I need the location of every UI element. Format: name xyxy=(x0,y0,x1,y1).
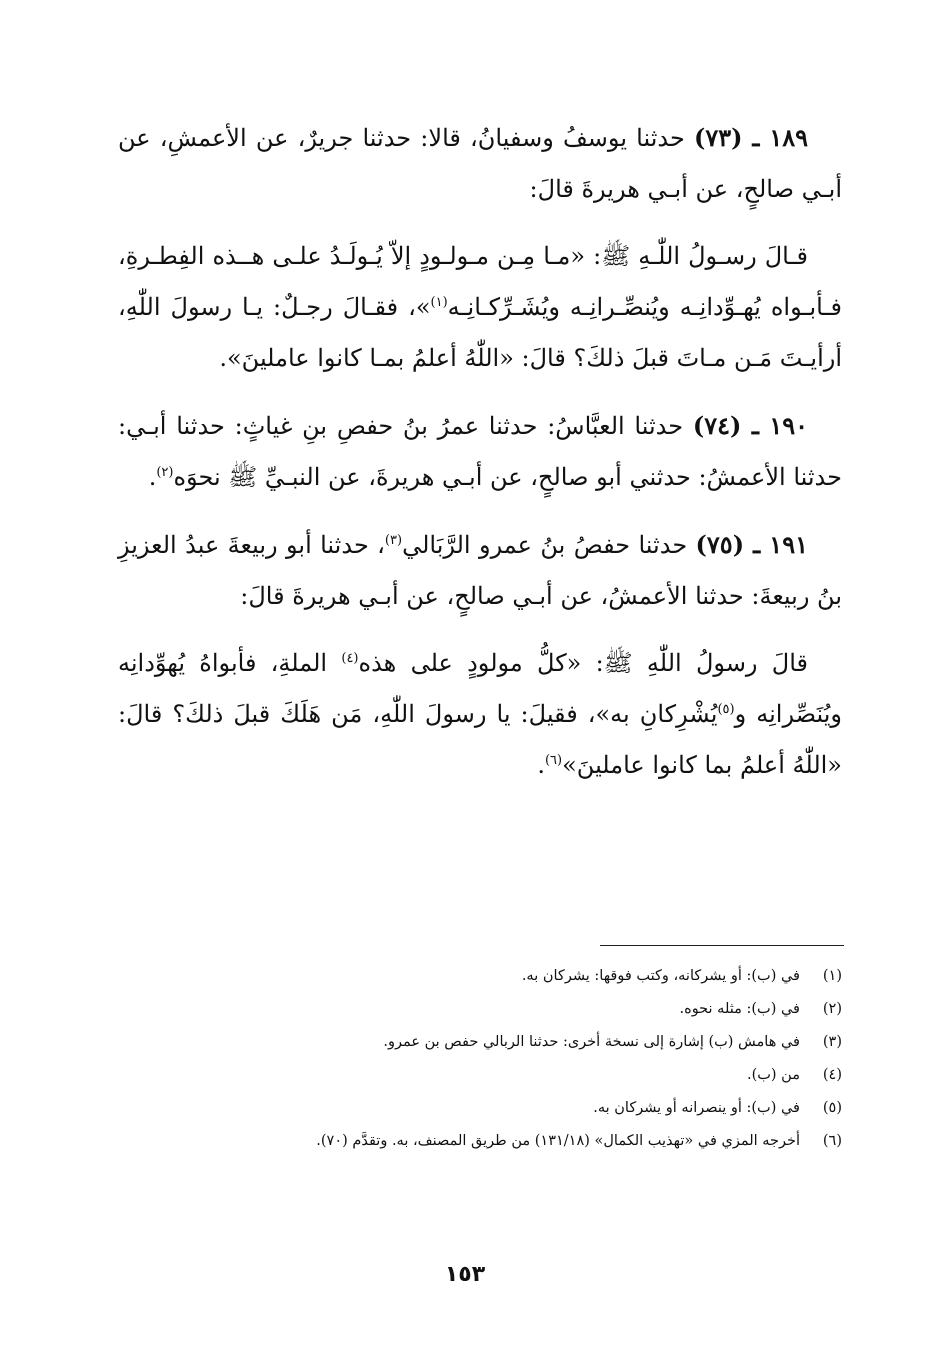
isnad-text: ، حدثنا أبو ربيعةَ عبدُ العزيزِ بنُ ربيعةَ: حدثنا الأعمشُ، عن أبـي صالحٍ، عن أبـي هريرةَ قالَ: xyxy=(118,531,842,610)
footnote-text: أخرجه المزي في «تهذيب الكمال» (١٣١/١٨) من طريق المصنف، به. وتقدَّم (٧٠). xyxy=(316,1133,800,1149)
footnote-separator xyxy=(600,945,844,946)
hadith-190 xyxy=(118,400,842,503)
footnote-marker[interactable]: (٢) xyxy=(156,465,174,480)
footnote-marker[interactable]: (١) xyxy=(430,295,448,310)
footnote-marker[interactable]: (٤) xyxy=(341,651,359,666)
footnote-number: (٤) xyxy=(822,1067,842,1083)
hadith-191-matn xyxy=(118,638,842,791)
footnote-marker[interactable]: (٥) xyxy=(717,702,735,717)
footnote-text: من (ب). xyxy=(747,1067,800,1083)
footnote-item xyxy=(118,1092,842,1125)
matn-text: قالَ رسولُ اللّٰهِ ﷺ: «كلُّ مولودٍ على هذه xyxy=(358,649,808,677)
hadith-text: . xyxy=(148,463,157,491)
hadith-189-matn xyxy=(118,231,842,384)
footnote-text: في (ب): مثله نحوه. xyxy=(679,1001,800,1017)
hadith-191-isnad xyxy=(118,519,842,622)
hadith-189-isnad xyxy=(118,112,842,215)
main-text xyxy=(118,112,842,807)
matn-text: قـالَ رسـولُ اللّٰـهِ ﷺ: «مـا مِـن مـولـودٍ إلاّ يُـولَـدُ علـى هــذه الفِطـرةِ، فـأبـواه يُهـوِّدانِـه ويُنصِّـرانِـه ويُشَـرِّكـانِـه xyxy=(118,242,842,321)
footnotes xyxy=(118,960,842,1158)
footnote-item xyxy=(118,1125,842,1158)
footnote-number: (٣) xyxy=(822,1034,842,1050)
page-number: ١٥٣ xyxy=(444,1262,486,1287)
footnote-item xyxy=(118,960,842,993)
footnote-number: (١) xyxy=(822,968,842,984)
matn-text: يُشْرِكانِ به»، فقيلَ: يا رسولَ اللّٰهِ، مَن هَلَكَ قبلَ ذلكَ؟ قالَ: «اللّٰهُ أعلمُ بما كانوا عاملينَ» xyxy=(118,700,842,779)
hadith-number: ١٩٠ ـ (٧٤) xyxy=(692,411,808,440)
footnote-item xyxy=(118,1059,842,1092)
isnad-text: حدثنا يوسفُ وسفيانُ، قالا: حدثنا جريرٌ، عن الأعمشِ، عن أبـي صالحٍ، عن أبـي هريرةَ قالَ: xyxy=(118,124,842,203)
matn-text: الملةِ، فأبواهُ يُهوِّدانِه ويُنَصِّرانِه و xyxy=(118,649,843,728)
footnote-item xyxy=(118,993,842,1026)
footnote-marker[interactable]: (٣) xyxy=(384,533,403,548)
footnote-number: (٢) xyxy=(822,1001,842,1017)
footnote-number: (٥) xyxy=(822,1100,842,1116)
footnote-text: في هامش (ب) إشارة إلى نسخة أخرى: حدثنا الربالي حفص بن عمرو. xyxy=(383,1034,800,1050)
hadith-number: ١٩١ ـ (٧٥) xyxy=(695,530,808,559)
isnad-text: حدثنا حفصُ بنُ عمرو الرَّبَالي xyxy=(402,531,688,559)
matn-text: »، فقـالَ رجـلٌ: يـا رسولَ اللّٰهِ، أرأيـتَ مَـن مـاتَ قبلَ ذلكَ؟ قالَ: «اللّٰهُ أعلمُ بمـا كانوا عاملينَ». xyxy=(118,293,842,372)
footnote-item xyxy=(118,1026,842,1059)
hadith-text: حدثنا العبَّاسُ: حدثنا عمرُ بنُ حفصِ بنِ غياثٍ: حدثنا أبـي: حدثنا الأعمشُ: حدثني أبو صالحٍ، عن أبـي هريرةَ، عن النبـيِّ ﷺ نحوَه xyxy=(118,412,842,491)
footnote-number: (٦) xyxy=(822,1133,842,1149)
matn-text: . xyxy=(537,751,545,779)
footnote-text: في (ب): أو ينصرانه أو يشركان به. xyxy=(593,1100,800,1116)
footnote-text: في (ب): أو يشركانه، وكتب فوقها: يشركان به. xyxy=(521,968,800,984)
hadith-number: ١٨٩ ـ (٧٣) xyxy=(694,123,808,152)
footnote-marker[interactable]: (٦) xyxy=(544,753,563,768)
